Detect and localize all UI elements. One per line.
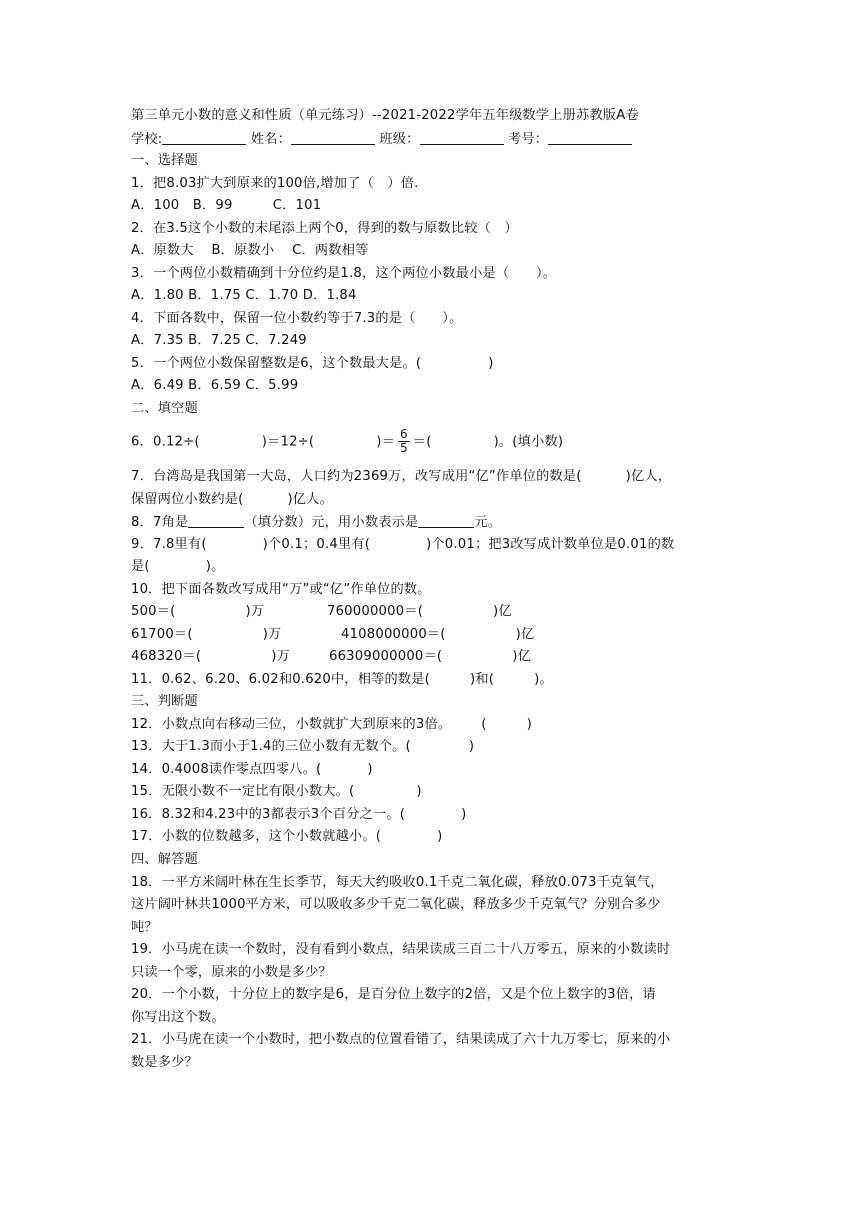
fraction [398,428,410,455]
q15-text: ) [416,784,422,799]
question-4-options: A．7.35 B．7.25 C．7.249 [131,333,307,348]
question-7-line-1 [131,468,671,486]
conversion-right [341,626,534,644]
question-13 [131,738,474,756]
q14-text: ) [367,762,373,777]
question-18-line: 这片阔叶林共1000平方米，可以吸收多少千克二氧化碳，释放多少千克氧气？分别合多少 [131,897,661,912]
question-21-line: 21．小马虎在读一个小数时，把小数点的位置看错了，结果读成了六十九万零七，原来的小 [131,1032,671,1047]
school-label: 学校: [131,132,163,147]
question-9-line-1 [131,536,674,554]
conversion-text: 66309000000＝( [329,649,443,664]
name-blank[interactable] [291,130,375,145]
q13-text: ) [468,739,475,754]
conversion-text: )万 [271,649,291,664]
q6-part: )＝12÷( [261,434,315,450]
q7-text: 7．台湾岛是我国第一大岛，人口约为2369万，改写成用“亿”作单位的数是( [131,469,582,484]
question-5-options: A．6.49 B．6.59 C．5.99 [131,378,299,393]
q12-text: 12．小数点向右移动三位，小数就扩大到原来的3倍。 [131,717,452,732]
class-blank[interactable] [420,130,504,145]
section-heading: 三、判断题 [131,694,198,709]
q11-text: )。 [534,672,553,687]
name-label: 姓名： [250,132,291,147]
question-10: 10．把下面各数改写成用“万”或“亿”作单位的数。 [131,582,431,597]
q8-text: （填分数）元，用小数表示是 [244,515,419,530]
question-2: 2．在3.5这个小数的末尾添上两个0，得到的数与原数比较（ ） [131,221,518,236]
question-6 [131,428,563,457]
question-19-line: 19．小马虎在读一个数时，没有看到小数点，结果读成三百二十八万零五，原来的小数读时 [131,942,671,957]
worksheet-title: 第三单元小数的意义和性质（单元练习）--2021-2022学年五年级数学上册苏教版A卷 [131,108,639,123]
question-3: 3．一个两位小数精确到十分位约是1.8，这个两位小数最小是（ ）。 [131,266,557,281]
conversion-text: )亿 [493,604,512,619]
exam-no-label: 考号： [507,132,549,147]
question-14 [131,761,373,779]
student-info-line [131,130,632,149]
question-11 [131,671,553,689]
q9-text: 是( [131,559,150,574]
question-15 [131,783,422,801]
conversion-text: 500＝( [131,604,176,619]
q6-part: 6．0.12÷( [131,434,200,450]
question-18-line: 18．一平方米阔叶林在生长季节，每天大约吸收0.1千克二氧化碳，释放0.073千克氧气， [131,875,664,890]
conversion-right [329,648,531,666]
question-20-line: 你写出这个数。 [131,1010,225,1025]
q8-blank[interactable] [188,513,244,528]
fraction-numerator: 6 [400,427,408,441]
conversion-text: 468320＝( [131,649,202,664]
q6-part: )＝ [376,434,395,450]
question-5: 5．一个两位小数保留整数是6，这个数最大是。( ) [131,356,494,371]
question-9-line-2 [131,558,224,576]
q11-text: 11．0.62、6.20、6.02和0.620中，相等的数是( [131,672,431,687]
exam-no-blank[interactable] [548,130,632,145]
question-17 [131,828,442,846]
conversion-text: )万 [262,627,282,642]
question-21-line: 数是多少？ [131,1055,198,1070]
q9-text: )个0.01；把3改写成计数单位是0.01的数 [426,537,675,552]
question-2-options: A．原数大 B．原数小 C．两数相等 [131,243,369,258]
q9-text: 9．7.8里有( [131,537,207,552]
class-label: 班级： [379,132,420,147]
conversion-right [327,603,512,621]
question-18-line: 吨？ [131,920,158,935]
question-8 [131,513,501,532]
q17-text: ) [437,829,443,844]
section-heading: 四、解答题 [131,852,198,867]
question-4: 4．下面各数中，保留一位小数约等于7.3的是（ ）。 [131,311,463,326]
q7-text: )亿人。 [287,492,333,507]
question-12 [131,716,532,734]
q15-text: 15．无限小数不一定比有限小数大。( [131,784,355,799]
conversion-left [131,626,281,644]
conversion-text: )亿 [515,627,535,642]
school-blank[interactable] [162,130,246,145]
conversion-text: )亿 [512,649,531,664]
q12-text: ( [481,717,487,732]
q7-text: )亿人， [625,469,672,484]
question-1-options: A．100 B．99 C．101 [131,198,322,213]
conversion-text: 760000000＝( [327,604,424,619]
q6-part: ＝( [412,434,432,450]
question-1: 1．把8.03扩大到原来的100倍,增加了（ ）倍. [131,176,419,191]
q9-text: )。 [205,559,225,574]
question-7-line-2 [131,491,333,509]
q13-text: 13．大于1.3而小于1.4的三位小数有无数个。( [131,739,411,754]
question-20-line: 20．一个小数，十分位上的数字是6，是百分位上数字的2倍，又是个位上数字的3倍，请 [131,987,656,1002]
q16-text: 16．8.32和4.23中的3都表示3个百分之一。( [131,807,406,822]
question-3-options: A．1.80 B．1.75 C．1.70 D．1.84 [131,288,357,303]
question-16 [131,806,466,824]
conversion-left [131,603,264,621]
section-heading: 二、填空题 [131,401,198,416]
conversion-text: 61700＝( [131,627,193,642]
q6-part: )。(填小数) [493,434,564,450]
section-heading: 一、选择题 [131,153,198,168]
q8-blank[interactable] [418,513,474,528]
conversion-text: 4108000000＝( [341,627,446,642]
q17-text: 17．小数的位数越多，这个小数就越小。( [131,829,382,844]
q11-text: )和( [470,672,495,687]
q8-text: 8．7角是 [131,515,189,530]
q7-text: 保留两位小数约是( [131,492,244,507]
q9-text: )个0.1；0.4里有( [262,537,371,552]
conversion-text: )万 [245,604,265,619]
q12-text: ) [526,717,533,732]
q14-text: 14．0.4008读作零点四零八。( [131,762,322,777]
q8-text: 元。 [474,515,502,530]
conversion-left [131,648,290,666]
fraction-denominator: 5 [400,441,408,455]
q16-text: ) [461,807,467,822]
question-19-line: 只读一个零，原来的小数是多少？ [131,965,332,980]
